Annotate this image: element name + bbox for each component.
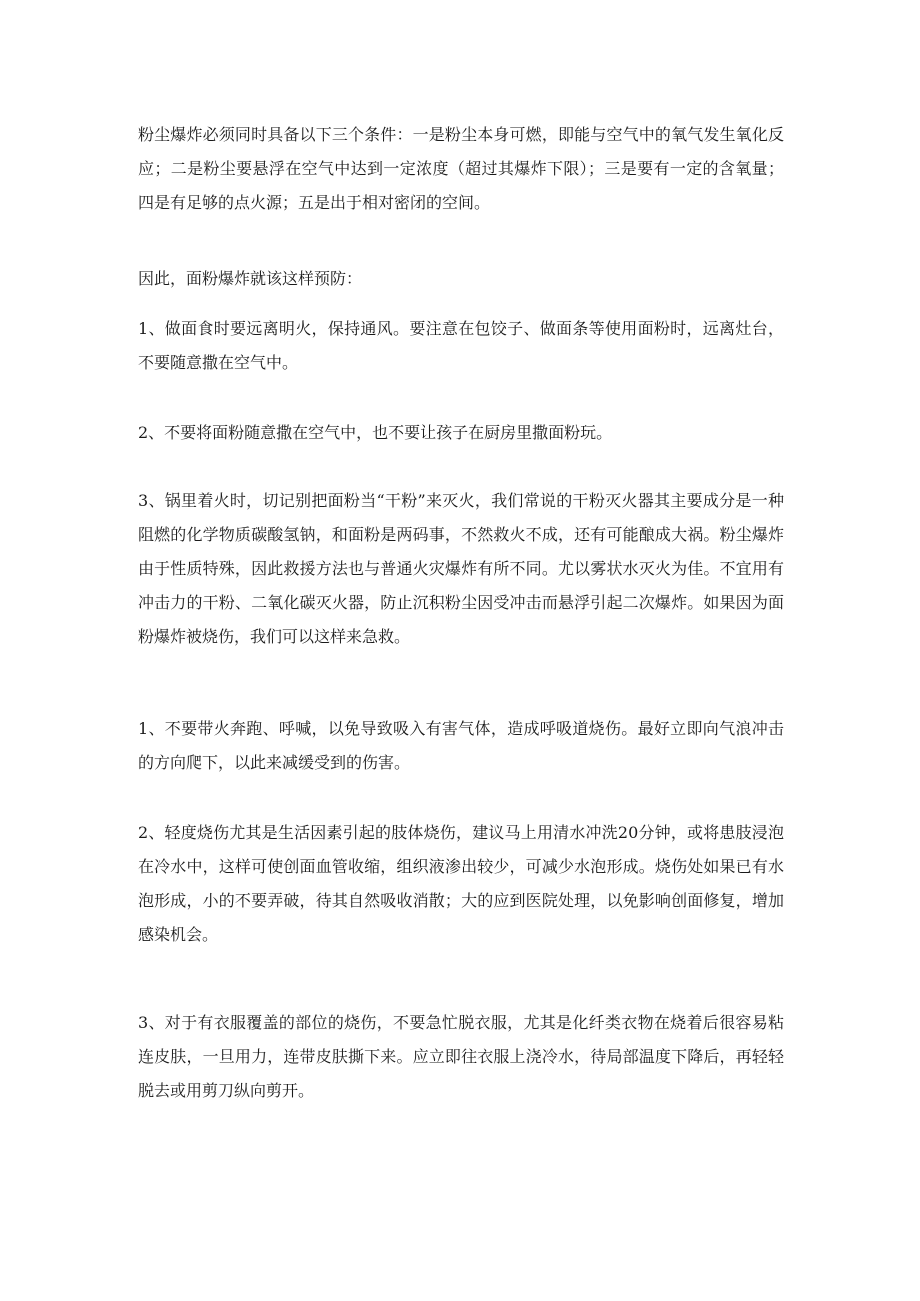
paragraph-firstaid-1: 1、不要带火奔跑、呼喊，以免导致吸入有害气体，造成呼吸道烧伤。最好立即向气浪冲击的方向爬下，以此来减缓受到的伤害。: [138, 719, 784, 772]
paragraph-explosion-conditions: 粉尘爆炸必须同时具备以下三个条件：一是粉尘本身可燃，即能与空气中的氧气发生氧化反应；二是粉尘要悬浮在空气中达到一定浓度（超过其爆炸下限）；三是要有一定的含氧量；四是有足够的点火源；五是出于相对密闭的空间。: [138, 125, 784, 212]
paragraph-firstaid-3: 3、对于有衣服覆盖的部位的烧伤，不要急忙脱衣服，尤其是化纤类衣物在烧着后很容易粘连皮肤，一旦用力，连带皮肤撕下来。应立即往衣服上浇冷水，待局部温度下降后，再轻轻脱去或用剪刀纵向剪开。: [138, 1013, 784, 1100]
paragraph-prevention-2: 2、不要将面粉随意撒在空气中，也不要让孩子在厨房里撒面粉玩。: [138, 423, 613, 442]
paragraph-firstaid-2: 2、轻度烧伤尤其是生活因素引起的肢体烧伤，建议马上用清水冲洗20分钟，或将患肢浸泡在冷水中，这样可使创面血管收缩，组织液渗出较少，可减少水泡形成。烧伤处如果已有水泡形成，小的不要弄破，待其自然吸收消散；大的应到医院处理，以免影响创面修复，增加感染机会。: [138, 823, 784, 944]
paragraph-prevention-1: 1、做面食时要远离明火，保持通风。要注意在包饺子、做面条等使用面粉时，远离灶台，不要随意撒在空气中。: [138, 319, 784, 372]
paragraph-prevention-3: 3、锅里着火时，切记别把面粉当“干粉”来灭火，我们常说的干粉灭火器其主要成分是一种阻燃的化学物质碳酸氢钠，和面粉是两码事，不然救火不成，还有可能酿成大祸。粉尘爆炸由于性质特殊，因此救援方法也与普通火灾爆炸有所不同。尤以雾状水灭火为佳。不宜用有冲击力的干粉、二氧化碳灭火器，防止沉积粉尘因受冲击而悬浮引起二次爆炸。如果因为面粉爆炸被烧伤，我们可以这样来急救。: [138, 491, 784, 646]
paragraph-prevention-intro: 因此，面粉爆炸就该这样预防：: [138, 269, 363, 288]
